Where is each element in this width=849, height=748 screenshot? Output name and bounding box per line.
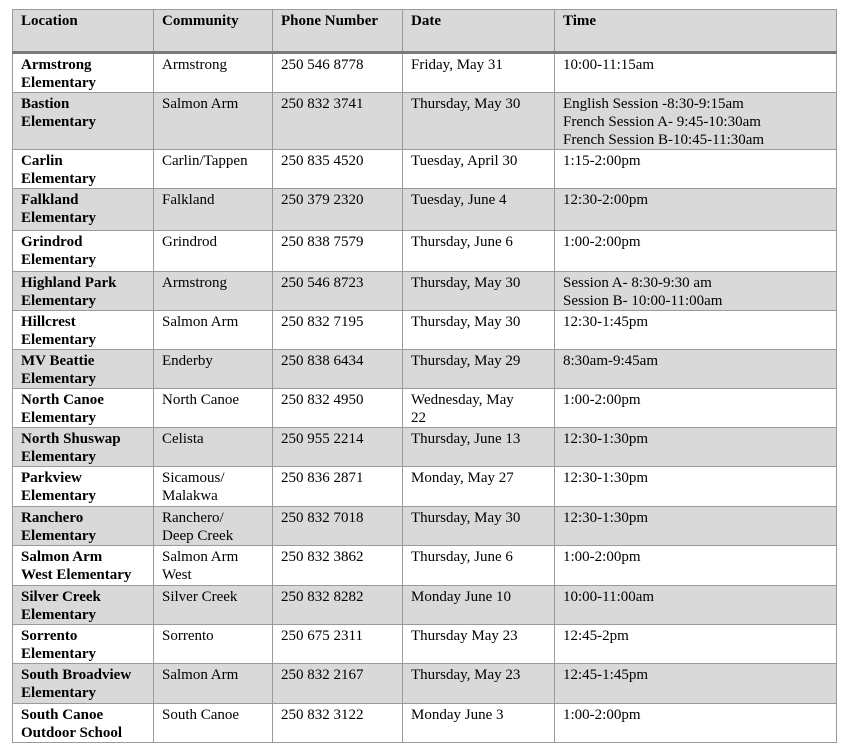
time-cell-line: 8:30am-9:45am	[563, 353, 658, 369]
date-cell-line: Thursday, May 23	[411, 667, 521, 683]
community-cell	[154, 546, 273, 586]
community-cell-line: Salmon Arm	[162, 549, 239, 565]
phone-cell: 250 546 8778	[273, 53, 403, 93]
location-cell-line: Elementary	[21, 293, 96, 309]
location-cell-line: Bastion	[21, 96, 70, 112]
time-cell-line: 10:00-11:00am	[563, 589, 655, 605]
header-row	[13, 10, 837, 53]
date-cell-line: Thursday, May 29	[411, 353, 521, 369]
community-cell-line: Armstrong	[162, 57, 227, 73]
location-cell-line: Grindrod	[21, 234, 83, 250]
table-row	[13, 272, 837, 311]
location-cell-line: Ranchero	[21, 510, 84, 526]
time-cell-line: 1:00-2:00pm	[563, 707, 641, 723]
community-cell-line: Deep Creek	[162, 528, 234, 544]
location-cell-line: Elementary	[21, 252, 96, 268]
table-body	[13, 53, 837, 743]
time-cell	[555, 428, 837, 467]
phone-cell: 250 955 2214	[273, 428, 403, 467]
location-cell-line: South Broadview	[21, 667, 132, 683]
location-cell-line: Elementary	[21, 449, 96, 465]
community-cell-line: Ranchero/	[162, 510, 224, 526]
location-cell-line: Elementary	[21, 685, 96, 701]
table-row	[13, 467, 837, 507]
date-cell	[403, 704, 555, 743]
location-cell-line: Elementary	[21, 210, 96, 226]
time-cell-line: 1:15-2:00pm	[563, 153, 641, 169]
time-cell-line: 1:00-2:00pm	[563, 549, 641, 565]
community-cell-line: Armstrong	[162, 275, 227, 291]
phone-cell: 250 546 8723	[273, 272, 403, 311]
location-cell-line: West Elementary	[21, 567, 132, 583]
date-cell	[403, 231, 555, 272]
location-cell-line: MV Beattie	[21, 353, 95, 369]
location-cell-line: North Shuswap	[21, 431, 121, 447]
date-cell-line: Thursday, May 30	[411, 96, 521, 112]
date-cell	[403, 389, 555, 428]
community-cell	[154, 586, 273, 625]
table-row	[13, 150, 837, 189]
community-cell-line: Sicamous/	[162, 470, 225, 486]
table-row	[13, 389, 837, 428]
community-cell-line: Salmon Arm	[162, 314, 239, 330]
location-cell	[13, 53, 154, 93]
date-cell	[403, 625, 555, 664]
location-cell-line: North Canoe	[21, 392, 104, 408]
community-cell-line: Malakwa	[162, 488, 218, 504]
time-cell-line: 1:00-2:00pm	[563, 392, 641, 408]
date-cell	[403, 467, 555, 507]
date-cell	[403, 350, 555, 389]
time-cell	[555, 507, 837, 546]
location-cell	[13, 311, 154, 350]
location-cell	[13, 664, 154, 704]
time-cell-line: 12:30-1:30pm	[563, 470, 648, 486]
table-row	[13, 546, 837, 586]
table-row	[13, 53, 837, 93]
time-cell	[555, 189, 837, 231]
location-cell-line: Elementary	[21, 332, 96, 348]
location-cell-line: Carlin	[21, 153, 63, 169]
date-cell	[403, 664, 555, 704]
community-cell	[154, 389, 273, 428]
date-cell-line: Thursday, May 30	[411, 275, 521, 291]
location-cell	[13, 625, 154, 664]
time-cell-line: English Session -8:30-9:15am	[563, 96, 744, 112]
community-cell-line: Salmon Arm	[162, 667, 239, 683]
community-cell	[154, 467, 273, 507]
table-row	[13, 350, 837, 389]
location-cell-line: Elementary	[21, 607, 96, 623]
location-cell-line: Elementary	[21, 114, 96, 130]
date-cell-line: Monday, May 27	[411, 470, 514, 486]
phone-cell: 250 832 4950	[273, 389, 403, 428]
time-cell-line: 10:00-11:15am	[563, 57, 655, 73]
date-cell-line: Thursday, June 13	[411, 431, 521, 447]
community-cell-line: Carlin/Tappen	[162, 153, 248, 169]
community-cell	[154, 189, 273, 231]
community-cell-line: Grindrod	[162, 234, 217, 250]
location-cell-line: Salmon Arm	[21, 549, 103, 565]
location-cell	[13, 507, 154, 546]
time-cell	[555, 664, 837, 704]
location-cell	[13, 586, 154, 625]
date-cell-line: Thursday May 23	[411, 628, 518, 644]
date-cell	[403, 586, 555, 625]
community-cell	[154, 311, 273, 350]
table-row	[13, 231, 837, 272]
location-cell-line: Elementary	[21, 371, 96, 387]
location-cell-line: Elementary	[21, 75, 96, 91]
location-cell-line: Elementary	[21, 171, 96, 187]
community-cell-line: North Canoe	[162, 392, 240, 408]
date-cell-line: Thursday, May 30	[411, 314, 521, 330]
date-cell	[403, 150, 555, 189]
time-cell-line: 12:30-2:00pm	[563, 192, 648, 208]
location-cell-line: Elementary	[21, 488, 96, 504]
date-cell-line: Monday June 10	[411, 589, 511, 605]
table-row	[13, 704, 837, 743]
time-cell-line: French Session A- 9:45-10:30am	[563, 114, 761, 130]
community-cell	[154, 625, 273, 664]
location-cell	[13, 93, 154, 150]
community-cell-line: Falkland	[162, 192, 215, 208]
time-cell	[555, 93, 837, 150]
time-cell-line: French Session B-10:45-11:30am	[563, 132, 765, 148]
community-cell-line: Celista	[162, 431, 204, 447]
time-cell	[555, 467, 837, 507]
community-cell	[154, 664, 273, 704]
community-cell	[154, 272, 273, 311]
location-cell	[13, 428, 154, 467]
phone-cell: 250 379 2320	[273, 189, 403, 231]
date-cell	[403, 53, 555, 93]
phone-cell: 250 832 3122	[273, 704, 403, 743]
location-cell-line: Outdoor School	[21, 725, 122, 741]
table-row	[13, 664, 837, 704]
date-cell-line: Friday, May 31	[411, 57, 503, 73]
schedule-table	[12, 9, 837, 743]
table-row	[13, 586, 837, 625]
table-row	[13, 93, 837, 150]
date-cell	[403, 311, 555, 350]
table-row	[13, 507, 837, 546]
time-cell-line: 12:30-1:30pm	[563, 510, 648, 526]
phone-cell: 250 835 4520	[273, 150, 403, 189]
phone-cell: 250 838 6434	[273, 350, 403, 389]
time-cell-line: 1:00-2:00pm	[563, 234, 641, 250]
time-cell	[555, 704, 837, 743]
time-cell-line: 12:45-1:45pm	[563, 667, 648, 683]
time-cell-line: 12:30-1:30pm	[563, 431, 648, 447]
time-cell-line: Session B- 10:00-11:00am	[563, 293, 723, 309]
location-cell-line: Falkland	[21, 192, 79, 208]
time-cell	[555, 546, 837, 586]
community-cell-line: Sorrento	[162, 628, 214, 644]
time-cell	[555, 311, 837, 350]
header-community: Community	[154, 10, 273, 53]
table-row	[13, 625, 837, 664]
phone-cell: 250 838 7579	[273, 231, 403, 272]
location-cell	[13, 546, 154, 586]
location-cell	[13, 350, 154, 389]
date-cell-line: Tuesday, June 4	[411, 192, 507, 208]
location-cell-line: Hillcrest	[21, 314, 76, 330]
location-cell	[13, 231, 154, 272]
table-row	[13, 311, 837, 350]
location-cell-line: Silver Creek	[21, 589, 101, 605]
community-cell-line: South Canoe	[162, 707, 240, 723]
time-cell	[555, 53, 837, 93]
date-cell-line: Thursday, May 30	[411, 510, 521, 526]
time-cell	[555, 150, 837, 189]
phone-cell: 250 675 2311	[273, 625, 403, 664]
community-cell	[154, 53, 273, 93]
location-cell-line: Elementary	[21, 528, 96, 544]
community-cell	[154, 350, 273, 389]
community-cell	[154, 704, 273, 743]
date-cell-line: Wednesday, May	[411, 392, 514, 408]
phone-cell: 250 832 3862	[273, 546, 403, 586]
date-cell	[403, 272, 555, 311]
time-cell	[555, 625, 837, 664]
date-cell-line: 22	[411, 410, 426, 426]
time-cell	[555, 272, 837, 311]
community-cell	[154, 231, 273, 272]
community-cell	[154, 507, 273, 546]
community-cell-line: West	[162, 567, 192, 583]
location-cell-line: Parkview	[21, 470, 82, 486]
time-cell	[555, 586, 837, 625]
header-phone-number: Phone Number	[273, 10, 403, 53]
time-cell	[555, 389, 837, 428]
phone-cell: 250 836 2871	[273, 467, 403, 507]
location-cell	[13, 389, 154, 428]
time-cell	[555, 350, 837, 389]
date-cell-line: Tuesday, April 30	[411, 153, 518, 169]
phone-cell: 250 832 3741	[273, 93, 403, 150]
table-row	[13, 428, 837, 467]
date-cell	[403, 93, 555, 150]
location-cell	[13, 150, 154, 189]
time-cell-line: Session A- 8:30-9:30 am	[563, 275, 712, 291]
phone-cell: 250 832 8282	[273, 586, 403, 625]
phone-cell: 250 832 7195	[273, 311, 403, 350]
date-cell-line: Monday June 3	[411, 707, 504, 723]
community-cell	[154, 428, 273, 467]
location-cell-line: Elementary	[21, 410, 96, 426]
location-cell-line: Highland Park	[21, 275, 117, 291]
community-cell-line: Salmon Arm	[162, 96, 239, 112]
location-cell-line: Elementary	[21, 646, 96, 662]
time-cell	[555, 231, 837, 272]
date-cell	[403, 507, 555, 546]
date-cell	[403, 428, 555, 467]
location-cell-line: Sorrento	[21, 628, 78, 644]
community-cell-line: Silver Creek	[162, 589, 238, 605]
location-cell-line: Armstrong	[21, 57, 92, 73]
community-cell-line: Enderby	[162, 353, 213, 369]
header-location: Location	[13, 10, 154, 53]
location-cell	[13, 189, 154, 231]
date-cell-line: Thursday, June 6	[411, 234, 513, 250]
location-cell-line: South Canoe	[21, 707, 104, 723]
community-cell	[154, 150, 273, 189]
community-cell	[154, 93, 273, 150]
time-cell-line: 12:30-1:45pm	[563, 314, 648, 330]
location-cell	[13, 704, 154, 743]
date-cell-line: Thursday, June 6	[411, 549, 513, 565]
table-row	[13, 189, 837, 231]
location-cell	[13, 467, 154, 507]
header-time: Time	[555, 10, 837, 53]
header-date: Date	[403, 10, 555, 53]
date-cell	[403, 546, 555, 586]
phone-cell: 250 832 2167	[273, 664, 403, 704]
location-cell	[13, 272, 154, 311]
date-cell	[403, 189, 555, 231]
phone-cell: 250 832 7018	[273, 507, 403, 546]
time-cell-line: 12:45-2pm	[563, 628, 629, 644]
